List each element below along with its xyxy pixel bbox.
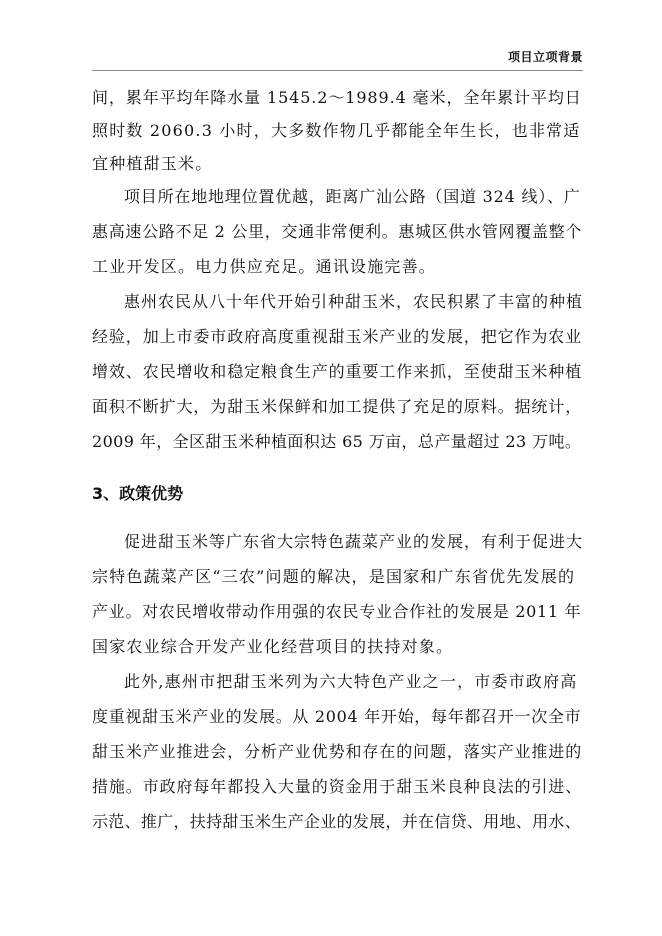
paragraph-line: 惠高速公路不足 2 公里，交通非常便利。惠城区供水管网覆盖整个: [92, 222, 583, 241]
paragraph-line: 促进甜玉米等广东省大宗特色蔬菜产业的发展，有利于促进大: [124, 532, 584, 551]
paragraph-line: 产业。对农民增收带动作用强的农民专业合作社的发展是 2011 年: [92, 602, 582, 621]
paragraph-line: 宗特色蔬菜产区“三农”问题的解决，是国家和广东省优先发展的: [92, 567, 576, 586]
paragraph-line: 度重视甜玉米产业的发展。从 2004 年开始，每年都召开一次全市: [92, 707, 582, 726]
paragraph-line: 2009 年，全区甜玉米种植面积达 65 万亩，总产量超过 23 万吨。: [92, 432, 582, 451]
paragraph-line: 工业开发区。电力供应充足。通讯设施完善。: [92, 257, 437, 276]
paragraph-line: 增效、农民增收和稳定粮食生产的重要工作来抓，至使甜玉米种植: [92, 362, 583, 381]
header-title: 项目立项背景: [507, 50, 583, 64]
paragraph-line: 此外,惠州市把甜玉米列为六大特色产业之一，市委市政府高: [124, 672, 578, 691]
paragraph-line: 国家农业综合开发产业化经营项目的扶持对象。: [92, 637, 454, 656]
paragraph-line: 照时数 2060.3 小时，大多数作物几乎都能全年生长，也非常适: [92, 121, 581, 140]
section-heading: 3、政策优势: [92, 484, 184, 503]
paragraph-line: 示范、推广，扶持甜玉米生产企业的发展，并在信贷、用地、用水、: [92, 812, 582, 831]
page-header: [92, 46, 583, 71]
paragraph-line: 惠州农民从八十年代开始引种甜玉米，农民积累了丰富的种植: [124, 292, 584, 311]
paragraph-line: 经验，加上市委市政府高度重视甜玉米产业的发展，把它作为农业: [92, 327, 583, 346]
paragraph-line: 间，累年平均年降水量 1545.2～1989.4 毫米，全年累计平均日: [92, 88, 582, 107]
paragraph-line: 甜玉米产业推进会，分析产业优势和存在的问题，落实产业推进的: [92, 742, 583, 761]
paragraph-line: 面积不断扩大，为甜玉米保鲜和加工提供了充足的原料。据统计，: [92, 397, 583, 416]
paragraph-line: 项目所在地地理位置优越，距离广汕公路（国道 324 线）、广: [124, 187, 581, 206]
paragraph-line: 宜种植甜玉米。: [92, 154, 213, 173]
paragraph-line: 措施。市政府每年都投入大量的资金用于甜玉米良种良法的引进、: [92, 777, 583, 796]
